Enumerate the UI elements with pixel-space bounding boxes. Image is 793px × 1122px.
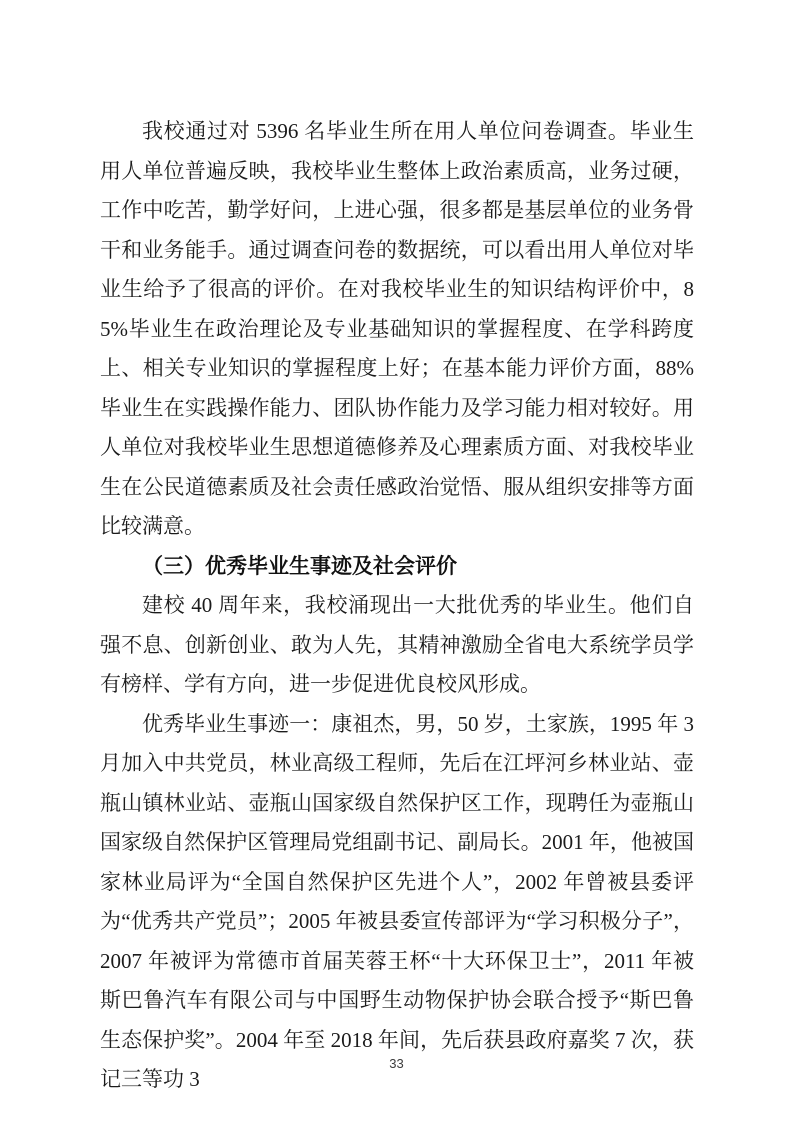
section-heading-outstanding-graduates: （三）优秀毕业生事迹及社会评价 [142,553,457,578]
paragraph-employer-survey-evaluation: 我校通过对 5396 名毕业生所在用人单位问卷调查。毕业生用人单位普遍反映，我校毕业生整体上政治素质高，业务过硬，工作中吃苦，勤学好问，上进心强，很多都是基层单位的业务骨干和业务能手。通过调查问卷的数据统，可以看出用人单位对毕业生给予了很高的评价。在对我校毕业生的知识结构评价中，85%毕业生在政治理论及专业基础知识的掌握程度、在学科跨度上、相关专业知识的掌握程度上好；在基本能力评价方面，88%毕业生在实践操作能力、团队协作能力及学习能力相对较好。用人单位对我校毕业生思想道德修养及心理素质方面、对我校毕业生在公民道德素质及社会责任感政治觉悟、服从组织安排等方面比较满意。 [100,119,694,538]
paragraph-graduate-story-kang-zujie: 优秀毕业生事迹一：康祖杰，男，50 岁，土家族，1995 年 3 月加入中共党员，林业高级工程师，先后在江坪河乡林业站、壶瓶山镇林业站、壶瓶山国家级自然保护区工作，现聘任为壶瓶山国家级自然保护区管理局党组副书记、副局长。2001 年，他被国家林业局评为“全国自然保护区先进个人”，2002 年曾被县委评为“优秀共产党员”；2005 年被县委宣传部评为“学习积极分子”，2007 年被评为常德市首届芙蓉王杯“十大环保卫士”，2011 年被斯巴鲁汽车有限公司与中国野生动物保护协会联合授予“斯巴鲁生态保护奖”。2004 年至 2018 年间，先后获县政府嘉奖 7 次，获记三等功 3 [100,711,694,1091]
page-footer [0,1056,793,1071]
page-number: 33 [389,1056,404,1071]
paragraph-graduates-overview: 建校 40 周年来，我校涌现出一大批优秀的毕业生。他们自强不息、创新创业、敢为人先，其精神激励全省电大系统学员学有榜样、学有方向，进一步促进优良校风形成。 [100,593,694,696]
page-content [100,112,694,1100]
